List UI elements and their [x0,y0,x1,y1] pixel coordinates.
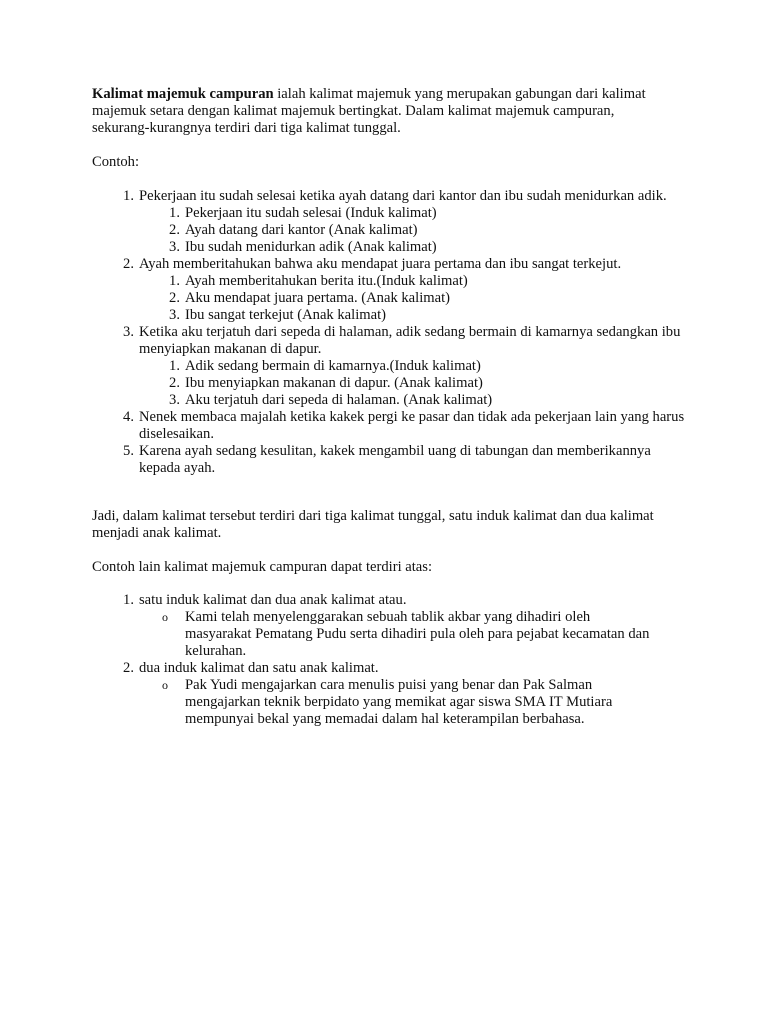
contoh-label: Contoh: [92,154,140,170]
sub-item-text: Pekerjaan itu sudah selesai (Induk kalimat) [185,205,437,221]
list-item [92,256,692,273]
sub-item-text: Ibu sangat terkejut (Anak kalimat) [185,307,386,323]
sub-list-item [92,307,692,324]
contoh-lain-label: Contoh lain kalimat majemuk campuran dapat terdiri atas: [92,559,433,575]
list-item-number: 5. [123,443,134,459]
sub-item-number: 1. [169,358,180,374]
sub-list-item [92,273,692,290]
sub-item-text: Aku mendapat juara pertama. (Anak kalimat) [185,290,451,306]
list-item [92,324,692,358]
sub-item-number: 2. [169,375,180,391]
list-item [92,592,692,609]
sub-item-number: 2. [169,290,180,306]
list-item-number: 3. [123,324,134,340]
list-item-text: dua induk kalimat dan satu anak kalimat. [139,660,379,676]
sub-item-number: 2. [169,222,180,238]
list-item-text: Nenek membaca majalah ketika kakek pergi ke pasar dan tidak ada pekerjaan lain yang harus diselesaikan. [139,409,685,442]
list-item-number: 4. [123,409,134,425]
list-item-text: Pekerjaan itu sudah selesai ketika ayah datang dari kantor dan ibu sudah menidurkan adik. [139,188,667,204]
sub-item-text: Ibu menyiapkan makanan di dapur. (Anak kalimat) [185,375,483,391]
bullet-circle-icon: o [162,610,168,624]
sub-list-item [92,358,692,375]
sub-list-item [92,392,692,409]
list-item [92,443,692,477]
bullet-text: Pak Yudi mengajarkan cara menulis puisi yang benar dan Pak Salman mengajarkan teknik berpidato yang memikat agar siswa SMA IT Mutiara mempunyai bekal yang memadai dalam hal keterampilan berbahasa. [185,677,613,727]
intro-bold-term: Kalimat majemuk campuran [92,86,274,102]
list-item-text: satu induk kalimat dan dua anak kalimat atau. [139,592,407,608]
sub-item-number: 3. [169,239,180,255]
sub-item-number: 1. [169,273,180,289]
sub-item-text: Adik sedang bermain di kamarnya.(Induk kalimat) [185,358,481,374]
sub-item-number: 3. [169,392,180,408]
intro-paragraph [92,86,672,137]
list-item-number: 1. [123,592,134,608]
sub-list-item [92,205,692,222]
sub-list-item [92,290,692,307]
list-item-number: 2. [123,256,134,272]
list-item [92,660,692,677]
sub-item-number: 1. [169,205,180,221]
list-item [92,188,692,205]
sub-item-text: Ibu sudah menidurkan adik (Anak kalimat) [185,239,437,255]
list-item-number: 1. [123,188,134,204]
conclusion-paragraph: Jadi, dalam kalimat tersebut terdiri dari tiga kalimat tunggal, satu induk kalimat dan dua kalimat menjadi anak kalimat. [92,508,654,541]
list-item [92,409,692,443]
bullet-circle-icon: o [162,678,168,692]
list-item-text: Ketika aku terjatuh dari sepeda di halaman, adik sedang bermain di kamarnya sedangkan ibu menyiapkan makanan di dapur. [139,324,681,357]
sub-list-item [92,239,692,256]
bullet-item [92,609,655,660]
sub-item-text: Ayah memberitahukan berita itu.(Induk kalimat) [185,273,468,289]
sub-item-text: Ayah datang dari kantor (Anak kalimat) [185,222,418,238]
intro-text: ialah kalimat majemuk yang merupakan gabungan dari kalimat majemuk setara dengan kalimat majemuk bertingkat. Dalam kalimat majemuk campuran, sekurang-kurangnya terdiri dari tiga kalimat tunggal. [92,86,646,136]
bullet-text: Kami telah menyelenggarakan sebuah tablik akbar yang dihadiri oleh masyarakat Pematang Pudu serta dihadiri pula oleh para pejabat kecamatan dan kelurahan. [185,609,650,659]
examples-list [92,188,692,477]
other-examples-list [92,592,692,728]
sub-list-item [92,222,692,239]
list-item-number: 2. [123,660,134,676]
bullet-item [92,677,655,728]
list-item-text: Karena ayah sedang kesulitan, kakek mengambil uang di tabungan dan memberikannya kepada ayah. [139,443,651,476]
sub-list-item [92,375,692,392]
sub-item-number: 3. [169,307,180,323]
list-item-text: Ayah memberitahukan bahwa aku mendapat juara pertama dan ibu sangat terkejut. [139,256,622,272]
sub-item-text: Aku terjatuh dari sepeda di halaman. (Anak kalimat) [185,392,493,408]
